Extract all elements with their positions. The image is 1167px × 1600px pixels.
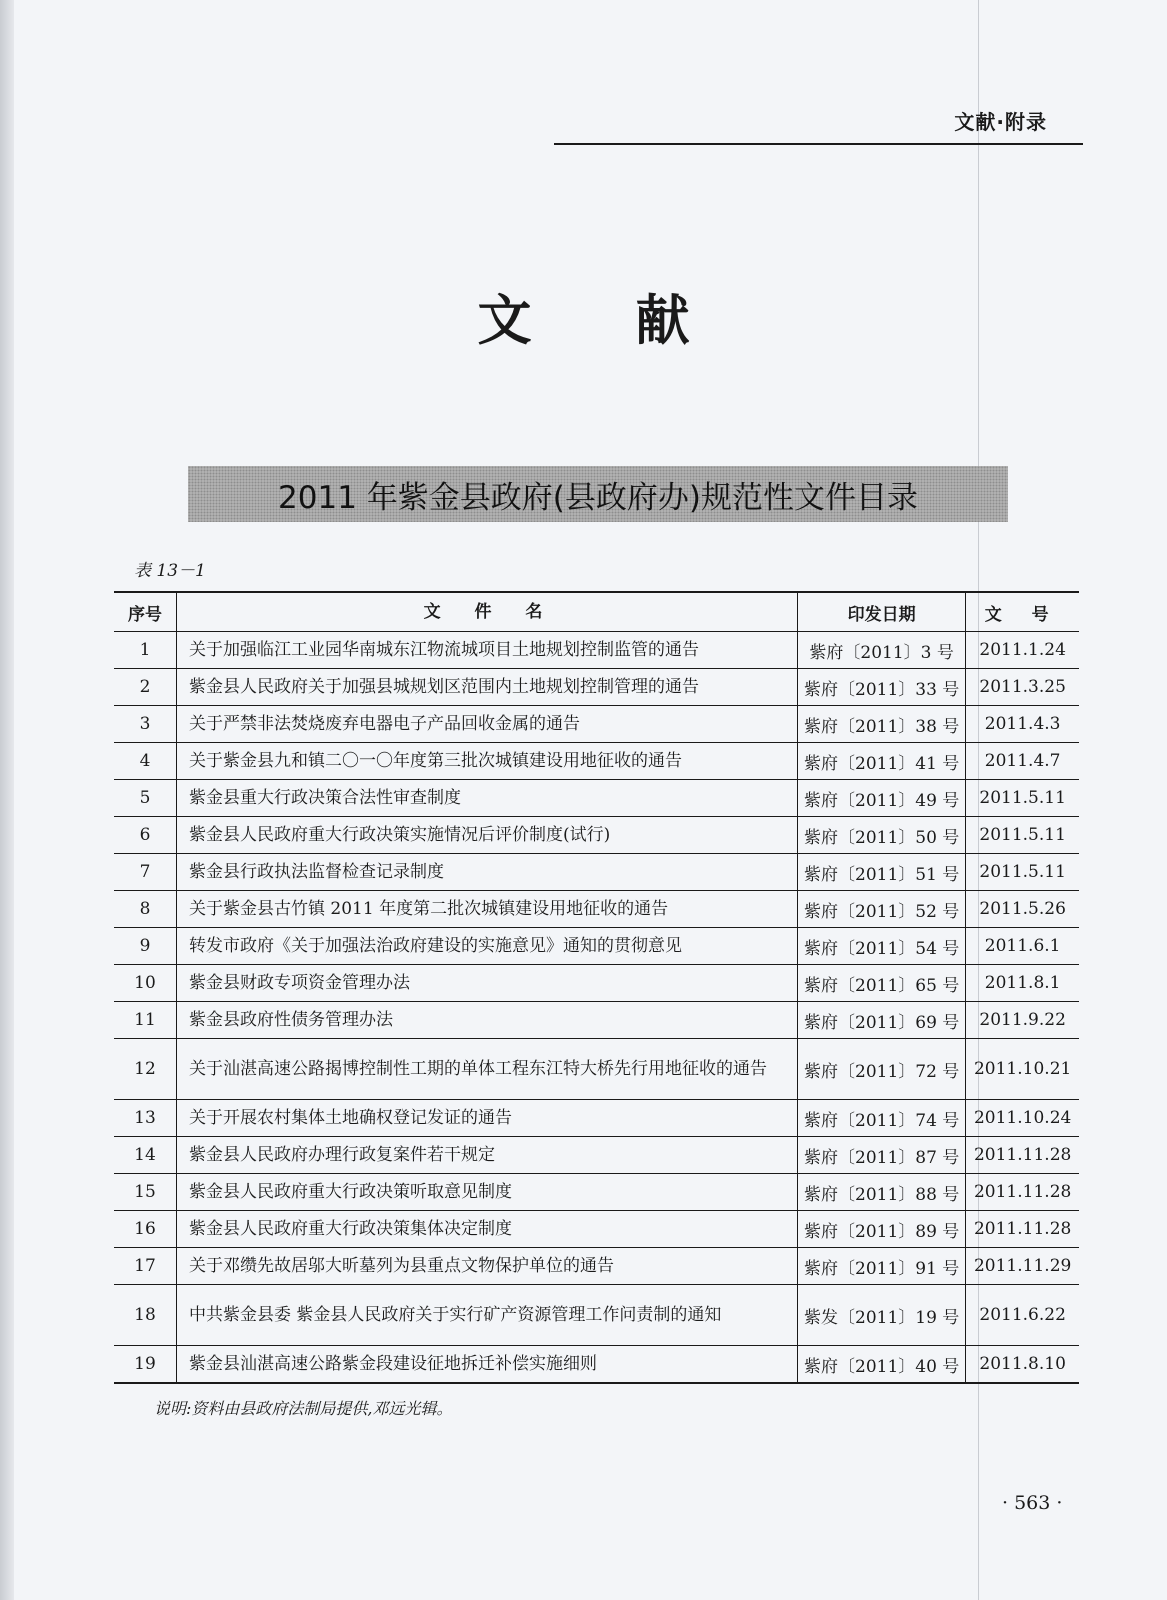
table-row (114, 669, 1079, 706)
cell-code: 紫府〔2011〕33 号 (798, 669, 966, 706)
table-header-row (114, 592, 1079, 632)
table-row (114, 1137, 1079, 1174)
cell-name: 关于汕湛高速公路揭博控制性工期的单体工程东江特大桥先行用地征收的通告 (177, 1039, 798, 1100)
table-row (114, 706, 1079, 743)
cell-no: 12 (134, 1059, 156, 1079)
table-row (114, 965, 1079, 1002)
cell-no: 8 (139, 899, 151, 919)
cell-code: 紫府〔2011〕52 号 (798, 891, 966, 928)
running-header: 文献·附录 (954, 110, 1047, 134)
cell-name: 紫金县人民政府重大行政决策实施情况后评价制度(试行) (177, 817, 798, 854)
cell-no: 16 (134, 1219, 156, 1239)
cell-code: 紫府〔2011〕54 号 (798, 928, 966, 965)
cell-date: 2011.8.1 (966, 965, 1079, 1002)
cell-name: 紫金县财政专项资金管理办法 (177, 965, 798, 1002)
cell-date: 2011.10.24 (966, 1100, 1079, 1137)
cell-code: 紫府〔2011〕69 号 (798, 1002, 966, 1039)
cell-name: 紫金县人民政府重大行政决策听取意见制度 (177, 1174, 798, 1211)
cell-name: 紫金县汕湛高速公路紫金段建设征地拆迁补偿实施细则 (177, 1346, 798, 1384)
header-code: 印发日期 (798, 592, 966, 632)
cell-date: 2011.4.7 (966, 743, 1079, 780)
header-date: 文 号 (966, 592, 1079, 632)
cell-no: 7 (139, 862, 151, 882)
cell-no: 15 (134, 1182, 156, 1202)
cell-date: 2011.8.10 (966, 1346, 1079, 1384)
cell-no: 17 (134, 1256, 156, 1276)
table-row (114, 1285, 1079, 1346)
cell-date: 2011.11.28 (966, 1137, 1079, 1174)
table-note: 说明:资料由县政府法制局提供,邓远光辑。 (154, 1399, 453, 1418)
cell-no: 9 (139, 936, 151, 956)
cell-code: 紫府〔2011〕40 号 (798, 1346, 966, 1384)
cell-date: 2011.3.25 (966, 669, 1079, 706)
cell-date: 2011.5.11 (966, 854, 1079, 891)
table-row (114, 1346, 1079, 1384)
cell-no: 18 (134, 1305, 156, 1325)
cell-date: 2011.11.29 (966, 1248, 1079, 1285)
cell-name: 关于加强临江工业园华南城东江物流城项目土地规划控制监管的通告 (177, 632, 798, 669)
cell-name: 紫金县政府性债务管理办法 (177, 1002, 798, 1039)
cell-name: 紫金县重大行政决策合法性审查制度 (177, 780, 798, 817)
cell-no: 5 (139, 788, 151, 808)
cell-code: 紫府〔2011〕51 号 (798, 854, 966, 891)
cell-code: 紫府〔2011〕74 号 (798, 1100, 966, 1137)
page-number: · 563 · (1002, 1492, 1063, 1514)
cell-code: 紫府〔2011〕38 号 (798, 706, 966, 743)
cell-date: 2011.9.22 (966, 1002, 1079, 1039)
cell-name: 关于开展农村集体土地确权登记发证的通告 (177, 1100, 798, 1137)
cell-date: 2011.10.21 (966, 1039, 1079, 1100)
cell-code: 紫府〔2011〕50 号 (798, 817, 966, 854)
table-row (114, 891, 1079, 928)
section-title (0, 278, 1167, 355)
cell-no: 14 (134, 1145, 156, 1165)
header-rule (554, 143, 1083, 145)
cell-name: 转发市政府《关于加强法治政府建设的实施意见》通知的贯彻意见 (177, 928, 798, 965)
cell-name: 紫金县人民政府关于加强县城规划区范围内土地规划控制管理的通告 (177, 669, 798, 706)
cell-code: 紫府〔2011〕87 号 (798, 1137, 966, 1174)
page-left-edge (0, 0, 14, 1600)
cell-code: 紫发〔2011〕19 号 (798, 1285, 966, 1346)
cell-date: 2011.11.28 (966, 1174, 1079, 1211)
cell-code: 紫府〔2011〕49 号 (798, 780, 966, 817)
cell-name: 关于严禁非法焚烧废弃电器电子产品回收金属的通告 (177, 706, 798, 743)
table-row (114, 1174, 1079, 1211)
cell-name: 紫金县人民政府办理行政复案件若干规定 (177, 1137, 798, 1174)
section-title-char-2: 献 (635, 288, 690, 352)
cell-no: 3 (139, 714, 151, 734)
cell-name: 关于邓缵先故居邬大昕墓列为县重点文物保护单位的通告 (177, 1248, 798, 1285)
cell-no: 2 (139, 677, 151, 697)
cell-no: 6 (139, 825, 151, 845)
cell-date: 2011.5.11 (966, 780, 1079, 817)
table-row (114, 1211, 1079, 1248)
cell-name: 关于紫金县九和镇二〇一〇年度第三批次城镇建设用地征收的通告 (177, 743, 798, 780)
table-row (114, 632, 1079, 669)
cell-date: 2011.5.26 (966, 891, 1079, 928)
header-no: 序号 (128, 604, 162, 625)
cell-name: 关于紫金县古竹镇 2011 年度第二批次城镇建设用地征收的通告 (177, 891, 798, 928)
cell-code: 紫府〔2011〕89 号 (798, 1211, 966, 1248)
table-row (114, 817, 1079, 854)
header-name: 文 件 名 (177, 592, 798, 632)
cell-date: 2011.11.28 (966, 1211, 1079, 1248)
table-row (114, 1100, 1079, 1137)
table-row (114, 780, 1079, 817)
cell-date: 2011.6.1 (966, 928, 1079, 965)
cell-no: 11 (134, 1010, 156, 1030)
cell-date: 2011.6.22 (966, 1285, 1079, 1346)
section-title-char-1: 文 (477, 288, 532, 352)
cell-date: 2011.5.11 (966, 817, 1079, 854)
table-row (114, 1002, 1079, 1039)
cell-no: 1 (139, 640, 151, 660)
document-list-table (114, 591, 1079, 1384)
table-row (114, 743, 1079, 780)
table-row (114, 1039, 1079, 1100)
cell-no: 19 (134, 1354, 156, 1374)
cell-code: 紫府〔2011〕3 号 (798, 632, 966, 669)
cell-name: 紫金县人民政府重大行政决策集体决定制度 (177, 1211, 798, 1248)
cell-code: 紫府〔2011〕72 号 (798, 1039, 966, 1100)
cell-date: 2011.4.3 (966, 706, 1079, 743)
cell-no: 10 (134, 973, 156, 993)
cell-no: 4 (139, 751, 151, 771)
cell-no: 13 (134, 1108, 156, 1128)
table-row (114, 854, 1079, 891)
cell-code: 紫府〔2011〕88 号 (798, 1174, 966, 1211)
cell-code: 紫府〔2011〕91 号 (798, 1248, 966, 1285)
table-row (114, 928, 1079, 965)
cell-name: 中共紫金县委 紫金县人民政府关于实行矿产资源管理工作问责制的通知 (177, 1285, 798, 1346)
cell-date: 2011.1.24 (966, 632, 1079, 669)
table-row (114, 1248, 1079, 1285)
cell-code: 紫府〔2011〕65 号 (798, 965, 966, 1002)
table-banner-title: 2011 年紫金县政府(县政府办)规范性文件目录 (188, 466, 1008, 522)
table-label: 表 13－1 (134, 561, 206, 581)
cell-code: 紫府〔2011〕41 号 (798, 743, 966, 780)
cell-name: 紫金县行政执法监督检查记录制度 (177, 854, 798, 891)
